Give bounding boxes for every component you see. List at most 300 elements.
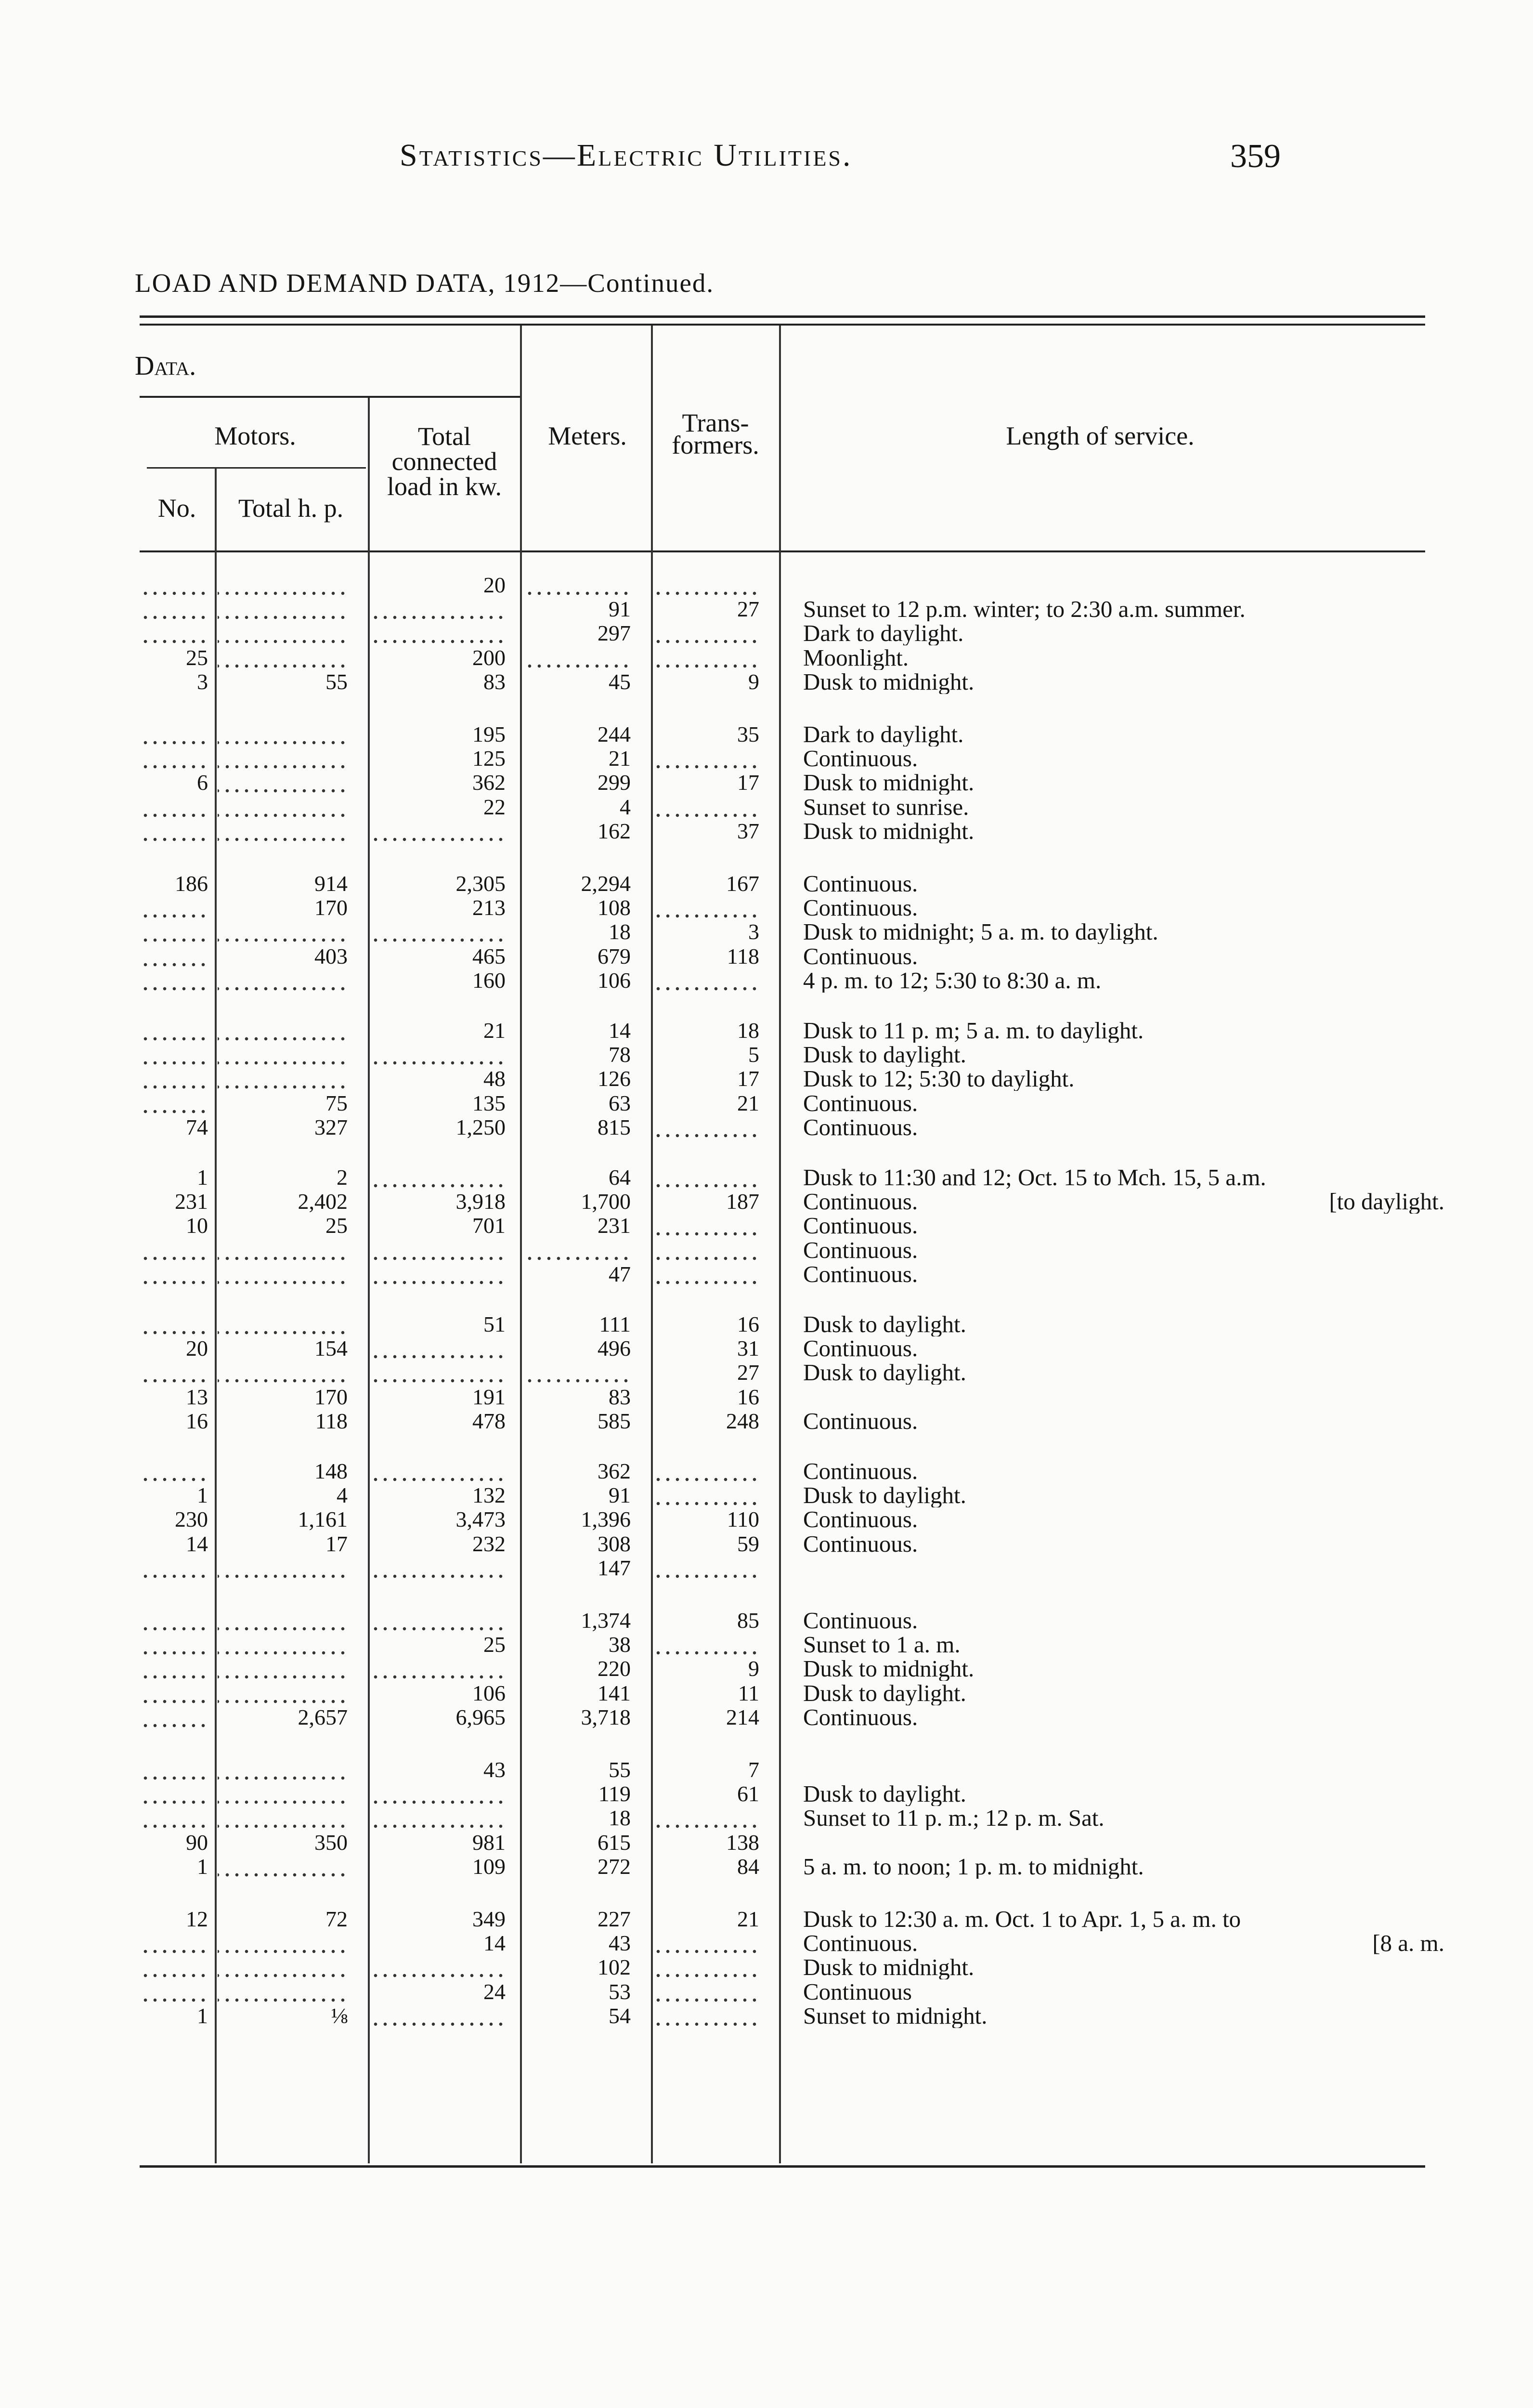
- cell-trans: 84: [737, 1855, 759, 1879]
- cell-service: Dusk to midnight.: [803, 819, 974, 843]
- cell-service: Dusk to daylight.: [803, 1782, 966, 1806]
- cell-hp: 25: [325, 1214, 348, 1238]
- cell-load: 22: [483, 795, 506, 819]
- table-bottom-rule: [140, 2165, 1425, 2168]
- table-row: [0, 1165, 1533, 1190]
- cell-no: 1: [197, 1165, 208, 1190]
- table-row: [0, 1214, 1533, 1238]
- cell-no: [141, 1262, 208, 1286]
- table-row: [0, 1190, 1533, 1214]
- cell-trans: [656, 621, 759, 645]
- cell-meters: 126: [598, 1067, 631, 1091]
- cell-no: [141, 1681, 208, 1705]
- cell-hp: 170: [314, 896, 348, 920]
- cell-hp: [218, 597, 348, 621]
- table-row: [0, 1831, 1533, 1855]
- cell-service: [803, 1385, 1443, 1409]
- cell-load: 191: [472, 1385, 506, 1409]
- cell-hp: [218, 1361, 348, 1385]
- cell-hp: [218, 1931, 348, 1955]
- cell-no: [141, 573, 208, 597]
- cell-trans: 37: [737, 819, 759, 843]
- cell-load: 981: [472, 1831, 506, 1855]
- cell-hp: 2,402: [298, 1190, 348, 1214]
- cell-no: [141, 722, 208, 746]
- cell-no: [141, 819, 208, 843]
- cell-meters: 147: [598, 1556, 631, 1580]
- table-row: [0, 1385, 1533, 1409]
- cell-meters: 53: [609, 1980, 631, 2004]
- cell-load: [372, 1165, 506, 1190]
- cell-load: [372, 1556, 506, 1580]
- cell-no: 230: [175, 1507, 208, 1531]
- cell-hp: 148: [314, 1459, 348, 1483]
- cell-load: [372, 1262, 506, 1286]
- cell-trans: [656, 1459, 759, 1483]
- table-row: [0, 1409, 1533, 1433]
- cell-service: [803, 1758, 1443, 1782]
- cell-trans: 18: [737, 1019, 759, 1043]
- cell-hp: [218, 1043, 348, 1067]
- cell-load: 24: [483, 1980, 506, 2004]
- cell-service: Dusk to 11 p. m; 5 a. m. to daylight.: [803, 1019, 1144, 1043]
- cell-meters: 111: [599, 1312, 631, 1336]
- table-row: [0, 1931, 1533, 1955]
- cell-no: [141, 1091, 208, 1115]
- cell-trans: [656, 1633, 759, 1657]
- cell-service: Dark to daylight.: [803, 621, 964, 645]
- cell-hp: [218, 646, 348, 670]
- cell-no: 14: [186, 1532, 208, 1556]
- cell-meters: 615: [598, 1831, 631, 1855]
- table-row: [0, 1115, 1533, 1139]
- cell-no: [141, 920, 208, 944]
- running-head: Statistics—Electric Utilities.: [400, 138, 853, 173]
- cell-hp: [218, 1019, 348, 1043]
- cell-hp: [218, 1980, 348, 2004]
- cell-trans: [656, 1931, 759, 1955]
- page-number: 359: [1230, 138, 1281, 175]
- cell-trans: 9: [748, 1657, 759, 1681]
- cell-load: 1,250: [455, 1115, 506, 1139]
- cell-no: [141, 1955, 208, 1979]
- cell-no: [141, 1633, 208, 1657]
- table-row: [0, 1806, 1533, 1830]
- cell-load: [372, 1806, 506, 1830]
- cell-hp: [218, 1633, 348, 1657]
- cell-no: [141, 597, 208, 621]
- cell-no: [141, 795, 208, 819]
- cell-hp: [218, 1556, 348, 1580]
- table-row: [0, 1681, 1533, 1705]
- cell-meters: 162: [598, 819, 631, 843]
- table-row: [0, 646, 1533, 670]
- cell-meters: 244: [598, 722, 631, 746]
- header-rule-motors: [147, 467, 366, 469]
- cell-trans: [656, 646, 759, 670]
- cell-trans: [656, 573, 759, 597]
- cell-trans: [656, 1214, 759, 1238]
- table-row: [0, 1758, 1533, 1782]
- cell-hp: [218, 1855, 348, 1879]
- cell-hp: 403: [314, 944, 348, 968]
- cell-no: 1: [197, 1483, 208, 1507]
- cell-service: Dusk to 11:30 and 12; Oct. 15 to Mch. 15, 5 a.m.: [803, 1165, 1266, 1190]
- cell-trans: 187: [726, 1190, 759, 1214]
- cell-load: 3,918: [455, 1190, 506, 1214]
- table-row: [0, 968, 1533, 993]
- cell-meters: 106: [598, 968, 631, 993]
- cell-load: [372, 597, 506, 621]
- table-row: [0, 1043, 1533, 1067]
- cell-hp: 4: [337, 1483, 348, 1507]
- cell-hp: [218, 1262, 348, 1286]
- cell-service: Dark to daylight.: [803, 722, 964, 746]
- table-row: [0, 1336, 1533, 1361]
- cell-no: [141, 1043, 208, 1067]
- cell-meters: 83: [609, 1385, 631, 1409]
- cell-service: 5 a. m. to noon; 1 p. m. to midnight.: [803, 1855, 1144, 1879]
- table-row: [0, 1705, 1533, 1729]
- cell-no: [141, 1556, 208, 1580]
- cell-service: Continuous.: [803, 896, 918, 920]
- cell-service: Dusk to daylight.: [803, 1483, 966, 1507]
- cell-meters: 585: [598, 1409, 631, 1433]
- cell-meters: [527, 573, 631, 597]
- cell-meters: [527, 1238, 631, 1262]
- table-row: [0, 1067, 1533, 1091]
- cell-hp: 55: [325, 670, 348, 694]
- cell-service: Continuous.: [803, 1507, 918, 1531]
- table-row: [0, 1980, 1533, 2004]
- cell-hp: 170: [314, 1385, 348, 1409]
- cell-trans: 61: [737, 1782, 759, 1806]
- cell-hp: 2: [337, 1165, 348, 1190]
- cell-meters: 108: [598, 896, 631, 920]
- cell-no: 74: [186, 1115, 208, 1139]
- cell-load: [372, 1782, 506, 1806]
- cell-meters: 38: [609, 1633, 631, 1657]
- cell-load: 701: [472, 1214, 506, 1238]
- cell-service: Dusk to 12; 5:30 to daylight.: [803, 1067, 1075, 1091]
- cell-load: [372, 1361, 506, 1385]
- cell-meters: 47: [609, 1262, 631, 1286]
- cell-trans: 5: [748, 1043, 759, 1067]
- cell-meters: 3,718: [581, 1705, 631, 1729]
- cell-no: 16: [186, 1409, 208, 1433]
- table-row: [0, 1532, 1533, 1556]
- cell-hp: 75: [325, 1091, 348, 1115]
- cell-load: [372, 1238, 506, 1262]
- cell-meters: 14: [609, 1019, 631, 1043]
- cell-meters: 21: [609, 746, 631, 771]
- cell-no: 20: [186, 1336, 208, 1361]
- cell-service: Dusk to daylight.: [803, 1361, 966, 1385]
- cell-hp: [218, 573, 348, 597]
- table-row: [0, 597, 1533, 621]
- cell-meters: 496: [598, 1336, 631, 1361]
- cell-trans: [656, 746, 759, 771]
- cell-hp: [218, 1657, 348, 1681]
- cell-service: Dusk to daylight.: [803, 1681, 966, 1705]
- cell-meters: 362: [598, 1459, 631, 1483]
- cell-trans: [656, 1955, 759, 1979]
- cell-load: [372, 1609, 506, 1633]
- cell-meters: 1,374: [581, 1609, 631, 1633]
- cell-hp: 154: [314, 1336, 348, 1361]
- cell-trans: 27: [737, 1361, 759, 1385]
- cell-hp: [218, 1758, 348, 1782]
- cell-hp: 1,161: [298, 1507, 348, 1531]
- table-row: [0, 1312, 1533, 1336]
- table-caption: LOAD AND DEMAND DATA, 1912—Continued.: [135, 268, 715, 298]
- cell-meters: 299: [598, 771, 631, 795]
- cell-hp: [218, 1955, 348, 1979]
- cell-service: Dusk to 12:30 a. m. Oct. 1 to Apr. 1, 5 a. m. to: [803, 1907, 1241, 1931]
- cell-meters: [527, 646, 631, 670]
- cell-service: [803, 573, 1443, 597]
- cell-service: Continuous.: [803, 1705, 918, 1729]
- cell-service: Dusk to midnight.: [803, 670, 974, 694]
- cell-service: Dusk to midnight.: [803, 1657, 974, 1681]
- cell-hp: 118: [315, 1409, 348, 1433]
- table-row: [0, 1019, 1533, 1043]
- cell-service: Continuous.: [803, 1190, 918, 1214]
- cell-service: Sunset to midnight.: [803, 2004, 987, 2028]
- cell-trans: [656, 1238, 759, 1262]
- col-service: Length of service.: [1006, 421, 1195, 450]
- cell-service: Continuous.: [803, 1214, 918, 1238]
- cell-service: Moonlight.: [803, 646, 909, 670]
- cell-hp: [218, 746, 348, 771]
- table-row: [0, 2004, 1533, 2028]
- cell-no: [141, 1782, 208, 1806]
- cell-no: [141, 1238, 208, 1262]
- cell-no: 6: [197, 771, 208, 795]
- cell-hp: [218, 795, 348, 819]
- table-row: [0, 1907, 1533, 1931]
- cell-service-continuation: [8 a. m.: [1372, 1931, 1444, 1955]
- cell-hp: 350: [314, 1831, 348, 1855]
- table-row: [0, 1955, 1533, 1979]
- cell-service-continuation: [to daylight.: [1329, 1190, 1444, 1214]
- cell-hp: [218, 1067, 348, 1091]
- cell-trans: 17: [737, 771, 759, 795]
- cell-load: 160: [472, 968, 506, 993]
- cell-trans: 35: [737, 722, 759, 746]
- cell-load: [372, 1336, 506, 1361]
- cell-service: Continuous.: [803, 1115, 918, 1139]
- cell-meters: 55: [609, 1758, 631, 1782]
- cell-load: 106: [472, 1681, 506, 1705]
- cell-trans: [656, 896, 759, 920]
- cell-service: Continuous.: [803, 1091, 918, 1115]
- table-top-rule-2: [140, 324, 1425, 326]
- cell-trans: [656, 2004, 759, 2028]
- table-row: [0, 670, 1533, 694]
- cell-trans: 16: [737, 1312, 759, 1336]
- cell-load: 135: [472, 1091, 506, 1115]
- cell-hp: [218, 1238, 348, 1262]
- table-row: [0, 1361, 1533, 1385]
- cell-trans: 3: [748, 920, 759, 944]
- cell-no: [141, 1361, 208, 1385]
- cell-load: [372, 1657, 506, 1681]
- cell-service: Continuous: [803, 1980, 912, 2004]
- cell-hp: [218, 819, 348, 843]
- cell-load: 21: [483, 1019, 506, 1043]
- cell-no: [141, 1931, 208, 1955]
- cell-service: Continuous.: [803, 944, 918, 968]
- cell-trans: 59: [737, 1532, 759, 1556]
- col-motors-hp: Total h. p.: [238, 494, 344, 523]
- col-total-load: Total connected load in kw.: [387, 422, 502, 501]
- table-row: [0, 795, 1533, 819]
- table-row: [0, 1556, 1533, 1580]
- cell-trans: [656, 1806, 759, 1830]
- table-row: [0, 573, 1533, 597]
- cell-meters: 2,294: [581, 872, 631, 896]
- cell-trans: 31: [737, 1336, 759, 1361]
- cell-load: [372, 1459, 506, 1483]
- table-row: [0, 1483, 1533, 1507]
- cell-no: 231: [175, 1190, 208, 1214]
- cell-trans: 9: [748, 670, 759, 694]
- cell-service: Dusk to midnight.: [803, 771, 974, 795]
- table-row: [0, 1657, 1533, 1681]
- cell-trans: 11: [738, 1681, 759, 1705]
- cell-no: [141, 1806, 208, 1830]
- cell-no: [141, 896, 208, 920]
- cell-meters: 91: [609, 1483, 631, 1507]
- cell-load: 25: [483, 1633, 506, 1657]
- cell-load: 48: [483, 1067, 506, 1091]
- cell-meters: 231: [598, 1214, 631, 1238]
- cell-hp: [218, 621, 348, 645]
- cell-load: [372, 819, 506, 843]
- table-row: [0, 1609, 1533, 1633]
- table-row: [0, 1633, 1533, 1657]
- col-motors: Motors.: [214, 421, 296, 450]
- cell-meters: [527, 1361, 631, 1385]
- table-row: [0, 771, 1533, 795]
- cell-service: Continuous.: [803, 1931, 918, 1955]
- header-bottom-rule: [140, 550, 1425, 552]
- cell-service: Sunset to 1 a. m.: [803, 1633, 961, 1657]
- cell-no: 1: [197, 1855, 208, 1879]
- cell-load: [372, 1043, 506, 1067]
- cell-meters: 63: [609, 1091, 631, 1115]
- table-row: [0, 1091, 1533, 1115]
- cell-meters: 18: [609, 1806, 631, 1830]
- cell-trans: [656, 795, 759, 819]
- cell-trans: 27: [737, 597, 759, 621]
- cell-trans: 21: [737, 1907, 759, 1931]
- cell-hp: 72: [325, 1907, 348, 1931]
- cell-meters: 54: [609, 2004, 631, 2028]
- cell-load: 132: [472, 1483, 506, 1507]
- cell-trans: 16: [737, 1385, 759, 1409]
- cell-load: 83: [483, 670, 506, 694]
- cell-hp: [218, 1782, 348, 1806]
- cell-no: [141, 1459, 208, 1483]
- cell-service: [803, 1831, 1443, 1855]
- cell-meters: 272: [598, 1855, 631, 1879]
- cell-service: Continuous.: [803, 1238, 918, 1262]
- cell-hp: 17: [325, 1532, 348, 1556]
- table-row: [0, 1238, 1533, 1262]
- cell-meters: 308: [598, 1532, 631, 1556]
- cell-trans: 248: [726, 1409, 759, 1433]
- cell-no: 13: [186, 1385, 208, 1409]
- cell-load: 200: [472, 646, 506, 670]
- cell-trans: [656, 1262, 759, 1286]
- cell-service: Dusk to midnight; 5 a. m. to daylight.: [803, 920, 1158, 944]
- cell-no: [141, 1067, 208, 1091]
- cell-meters: 4: [620, 795, 631, 819]
- cell-load: 14: [483, 1931, 506, 1955]
- cell-no: [141, 1609, 208, 1633]
- cell-trans: [656, 1556, 759, 1580]
- cell-trans: 17: [737, 1067, 759, 1091]
- cell-no: [141, 1019, 208, 1043]
- cell-load: 43: [483, 1758, 506, 1782]
- cell-load: [372, 2004, 506, 2028]
- cell-hp: [218, 1681, 348, 1705]
- cell-meters: 1,396: [581, 1507, 631, 1531]
- table-row: [0, 1855, 1533, 1879]
- cell-meters: 297: [598, 621, 631, 645]
- cell-meters: 78: [609, 1043, 631, 1067]
- table-row: [0, 722, 1533, 746]
- cell-no: 3: [197, 670, 208, 694]
- cell-service: Continuous.: [803, 1609, 918, 1633]
- cell-trans: 85: [737, 1609, 759, 1633]
- cell-load: [372, 621, 506, 645]
- cell-load: 2,305: [455, 872, 506, 896]
- cell-load: 109: [472, 1855, 506, 1879]
- cell-meters: 679: [598, 944, 631, 968]
- cell-trans: [656, 968, 759, 993]
- cell-hp: [218, 1609, 348, 1633]
- table-row: [0, 1262, 1533, 1286]
- cell-meters: 43: [609, 1931, 631, 1955]
- cell-load: [372, 920, 506, 944]
- cell-load: 213: [472, 896, 506, 920]
- cell-hp: [218, 722, 348, 746]
- table-row: [0, 920, 1533, 944]
- cell-no: [141, 944, 208, 968]
- cell-trans: [656, 1980, 759, 2004]
- table-row: [0, 621, 1533, 645]
- cell-meters: 119: [598, 1782, 631, 1806]
- cell-service: Continuous.: [803, 1532, 918, 1556]
- cell-no: 10: [186, 1214, 208, 1238]
- cell-no: [141, 1312, 208, 1336]
- cell-meters: 102: [598, 1955, 631, 1979]
- cell-service: Sunset to sunrise.: [803, 795, 969, 819]
- header-rule-data: [140, 396, 520, 398]
- table-row: [0, 1782, 1533, 1806]
- cell-no: 12: [186, 1907, 208, 1931]
- cell-trans: 110: [727, 1507, 759, 1531]
- cell-load: 195: [472, 722, 506, 746]
- cell-hp: 2,657: [298, 1705, 348, 1729]
- cell-meters: 18: [609, 920, 631, 944]
- cell-no: [141, 746, 208, 771]
- cell-load: 125: [472, 746, 506, 771]
- table-row: [0, 944, 1533, 968]
